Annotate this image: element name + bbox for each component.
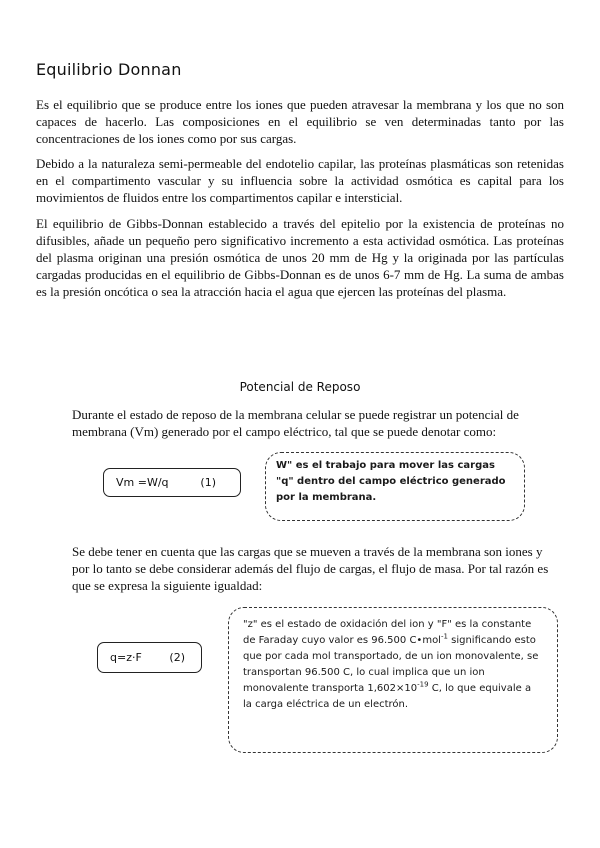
equation-1-number: (1) bbox=[200, 476, 216, 489]
paragraph-mass-flow: Se debe tener en cuenta que las cargas que se mueven a través de la membrana son iones y por lo tanto se debe considerar además del flujo de cargas, el flujo de masa. Por tal razón es que se expresa la siguiente igualdad: bbox=[72, 544, 549, 593]
note-faraday-part3: C, lo que equivale a la carga eléctrica de un electrón. bbox=[243, 683, 532, 710]
equation-2-box bbox=[97, 642, 202, 673]
note-faraday-sup1: -1 bbox=[440, 632, 448, 641]
note-faraday-constant bbox=[228, 607, 558, 753]
paragraph-gibbs-donnan: El equilibrio de Gibbs-Donnan establecido a través del epitelio por la existencia de proteínas no difusibles, añade un pequeño pero significativo incremento a esta actividad osmótica. Las proteínas del plasma originan una presión osmótica de unos 20 mm de Hg y la originada por las partículas cargadas producidas en el equilibrio de Gibbs-Donnan es de unos 6-7 mm de Hg. La suma de ambas es la presión oncótica o sea la atracción hacia el agua que ejercen las proteínas del plasma. bbox=[36, 216, 564, 299]
note-faraday-part1: "z" es el estado de oxidación del ion y "F" es la constante de Faraday cuyo valor es 96.500 C•mol bbox=[243, 619, 532, 646]
paragraph-plasma-proteins: Debido a la naturaleza semi-permeable del endotelio capilar, las proteínas plasmáticas son retenidas en el compartimento vascular y su influencia sobre la actividad osmótica es capital para los movimientos de fluidos entre los compartimentos capilar e intersticial. bbox=[36, 156, 564, 205]
note-faraday-sup2: -19 bbox=[417, 680, 429, 689]
note-work-charge-text: W" es el trabajo para mover las cargas "q" dentro del campo eléctrico generado por la membrana. bbox=[276, 460, 506, 503]
paragraph-resting-potential: Durante el estado de reposo de la membrana celular se puede registrar un potencial de membrana (Vm) generado por el campo eléctrico, tal que se puede denotar como: bbox=[72, 407, 519, 439]
equation-2-number: (2) bbox=[169, 651, 185, 664]
paragraph-donnan-definition: Es el equilibrio que se produce entre los iones que pueden atravesar la membrana y los que no son capaces de hacerlo. Las composiciones en el equilibrio se ven determinadas tanto por las concentraciones de los iones como por sus cargas. bbox=[36, 97, 564, 146]
equation-2-formula: q=z·F bbox=[110, 651, 142, 664]
document-title: Equilibrio Donnan bbox=[36, 60, 182, 79]
equation-1-formula: Vm =W/q bbox=[116, 476, 169, 489]
section-subtitle: Potencial de Reposo bbox=[239, 380, 361, 394]
equation-1-box bbox=[103, 468, 241, 497]
note-faraday-part2: significando esto que por cada mol transportado, de un ion monovalente, se transportan 96.500 C, lo cual implica que un ion monovalente transporta 1,602×10 bbox=[243, 635, 539, 694]
note-work-charge bbox=[265, 452, 525, 521]
